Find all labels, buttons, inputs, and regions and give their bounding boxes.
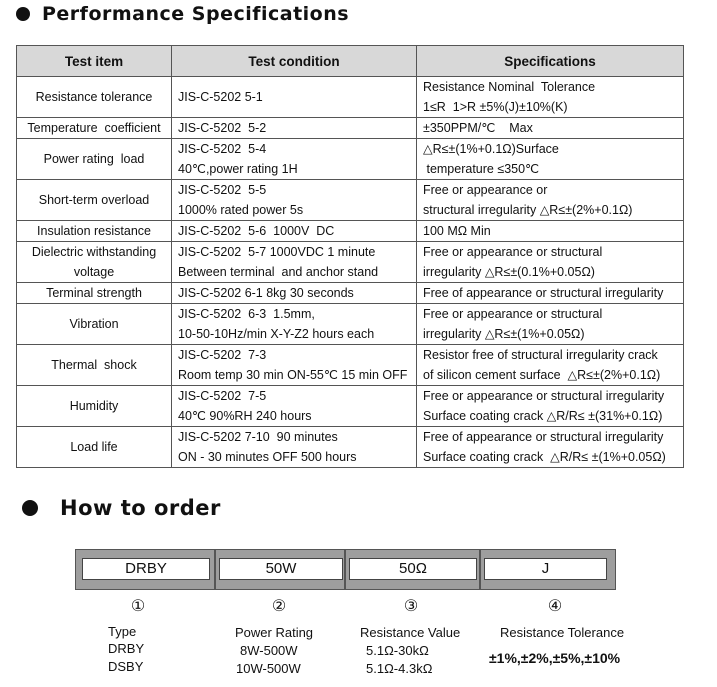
bullet-icon: [16, 7, 30, 21]
specification-cell-line: Free or appearance or structural: [423, 307, 603, 321]
test-item-cell: [17, 283, 172, 304]
test-item-cell-line: Vibration: [69, 317, 119, 331]
specification-cell-line: Resistance Nominal Tolerance: [423, 80, 596, 94]
table-row: [17, 345, 684, 386]
specification-cell: [417, 221, 684, 242]
test-condition-cell-line: JIS-C-5202 7-3: [178, 348, 267, 362]
specification-cell: [417, 180, 684, 221]
test-item-cell: [17, 139, 172, 180]
resistance-label: Resistance Value: [360, 625, 461, 640]
specification-cell: [417, 304, 684, 345]
performance-title: Performance Specifications: [42, 3, 350, 25]
test-item-cell: [17, 304, 172, 345]
header-test-condition: Test condition: [172, 46, 417, 77]
marker-3: ③: [403, 598, 419, 615]
test-item-cell: [17, 221, 172, 242]
table-row: [17, 304, 684, 345]
test-item-cell-line: voltage: [73, 265, 115, 279]
divider: [344, 550, 346, 589]
test-condition-cell-line: 40℃ 90%RH 240 hours: [178, 409, 312, 423]
test-item-cell-line: Thermal shock: [51, 358, 137, 372]
specification-cell: [417, 118, 684, 139]
specification-cell: [417, 345, 684, 386]
specification-cell: [417, 427, 684, 468]
power-value-2: 10W-500W: [236, 661, 301, 676]
divider: [479, 550, 481, 589]
specification-cell: [417, 386, 684, 427]
divider: [214, 550, 216, 589]
table-row: [17, 242, 684, 283]
test-item-cell: [17, 427, 172, 468]
specification-cell-line: Surface coating crack △R/R≤ ±(31%+0.1Ω): [423, 409, 663, 423]
order-title: How to order: [60, 496, 221, 520]
table-row: [17, 180, 684, 221]
specification-cell-line: Resistor free of structural irregularity crack: [423, 348, 658, 362]
specification-cell-line: of silicon cement surface △R≤±(2%+0.1Ω): [423, 368, 661, 382]
order-code-band: [75, 549, 616, 590]
header-specifications: Specifications: [417, 46, 684, 77]
test-item-cell-line: Insulation resistance: [37, 224, 151, 238]
table-row: [17, 427, 684, 468]
type-value-1: DRBY: [108, 641, 145, 656]
code-box-tolerance: J: [484, 558, 607, 580]
test-item-cell: [17, 242, 172, 283]
specification-cell-line: Free of appearance or structural irregularity: [423, 286, 664, 300]
test-condition-cell: [172, 283, 417, 304]
specification-cell-line: Surface coating crack △R/R≤ ±(1%+0.05Ω): [423, 450, 666, 464]
test-condition-cell-line: Between terminal and anchor stand: [178, 265, 379, 279]
specification-cell-line: Free of appearance or structural irregularity: [423, 430, 664, 444]
test-item-cell: [17, 386, 172, 427]
specification-cell-line: ±350PPM/℃ Max: [423, 121, 533, 135]
test-condition-cell-line: JIS-C-5202 6-1 8kg 30 seconds: [178, 286, 354, 300]
test-condition-cell-line: Room temp 30 min ON-55℃ 15 min OFF: [178, 368, 408, 382]
specification-cell-line: irregularity △R≤±(1%+0.05Ω): [423, 327, 585, 341]
test-condition-cell-line: JIS-C-5202 5-6 1000V DC: [178, 224, 335, 238]
specification-cell: [417, 242, 684, 283]
test-condition-cell-line: JIS-C-5202 5-4: [178, 142, 267, 156]
specification-cell-line: structural irregularity △R≤±(2%+0.1Ω): [423, 203, 633, 217]
test-item-cell: [17, 77, 172, 118]
test-item-cell: [17, 118, 172, 139]
specification-cell-line: irregularity △R≤±(0.1%+0.05Ω): [423, 265, 595, 279]
test-condition-cell-line: JIS-C-5202 5-7 1000VDC 1 minute: [178, 245, 376, 259]
tolerance-label: Resistance Tolerance: [500, 625, 625, 640]
test-condition-cell: [172, 221, 417, 242]
table-row: [17, 77, 684, 118]
test-condition-cell: [172, 304, 417, 345]
test-condition-cell: [172, 77, 417, 118]
test-item-cell-line: Humidity: [69, 399, 119, 413]
type-value-2: DSBY: [108, 659, 144, 674]
resistance-value-2: 5.1Ω-4.3kΩ: [366, 661, 433, 676]
specification-cell-line: 1≤R 1>R ±5%(J)±10%(K): [423, 100, 568, 114]
test-item-cell-line: Load life: [70, 440, 118, 454]
specification-cell-line: Free or appearance or structural: [423, 245, 603, 259]
test-item-cell-line: Power rating load: [43, 152, 145, 166]
table-row: [17, 386, 684, 427]
test-condition-cell: [172, 180, 417, 221]
test-condition-cell: [172, 118, 417, 139]
table-row: [17, 283, 684, 304]
test-item-cell-line: Dielectric withstanding: [31, 245, 157, 259]
code-box-type: DRBY: [82, 558, 210, 580]
test-condition-cell-line: 1000% rated power 5s: [178, 203, 304, 217]
order-section-title: [10, 496, 221, 520]
test-condition-cell-line: 10-50-10Hz/min X-Y-Z2 hours each: [178, 327, 375, 341]
test-condition-cell-line: ON - 30 minutes OFF 500 hours: [178, 450, 357, 464]
marker-1: ①: [130, 598, 146, 615]
test-condition-cell: [172, 386, 417, 427]
test-condition-cell-line: JIS-C-5202 5-1: [178, 90, 263, 104]
test-condition-cell-line: JIS-C-5202 7-10 90 minutes: [178, 430, 338, 444]
table-row: [17, 118, 684, 139]
test-condition-cell: [172, 242, 417, 283]
code-box-resistance: 50Ω: [349, 558, 477, 580]
test-condition-cell: [172, 345, 417, 386]
marker-4: ④: [547, 598, 563, 615]
table-row: [17, 139, 684, 180]
test-item-cell: [17, 180, 172, 221]
specification-cell-line: △R≤±(1%+0.1Ω)Surface: [423, 142, 559, 156]
test-condition-cell: [172, 139, 417, 180]
bullet-icon: [22, 500, 38, 516]
specification-cell-line: 100 MΩ Min: [423, 224, 491, 238]
specification-cell-line: Free or appearance or: [423, 183, 548, 197]
header-test-item: Test item: [17, 46, 172, 77]
power-label: Power Rating: [235, 625, 314, 640]
performance-table: [16, 45, 684, 468]
table-header-row: [17, 46, 684, 77]
performance-section-title: [10, 3, 349, 25]
type-label: Type: [108, 624, 137, 639]
test-condition-cell-line: JIS-C-5202 5-2: [178, 121, 267, 135]
table-row: [17, 221, 684, 242]
power-value-1: 8W-500W: [240, 643, 298, 658]
specification-cell: [417, 283, 684, 304]
test-item-cell-line: Short-term overload: [38, 193, 150, 207]
test-condition-cell: [172, 427, 417, 468]
test-item-cell-line: Terminal strength: [46, 286, 142, 300]
test-condition-cell-line: JIS-C-5202 6-3 1.5mm,: [178, 307, 315, 321]
test-item-cell-line: Temperature coefficient: [27, 121, 161, 135]
specification-cell: [417, 139, 684, 180]
test-condition-cell-line: JIS-C-5202 7-5: [178, 389, 267, 403]
tolerance-values: ±1%,±2%,±5%,±10%: [489, 650, 621, 666]
code-box-power: 50W: [219, 558, 343, 580]
marker-2: ②: [271, 598, 287, 615]
resistance-value-1: 5.1Ω-30kΩ: [366, 643, 429, 658]
test-item-cell-line: Resistance tolerance: [35, 90, 153, 104]
test-condition-cell-line: 40℃,power rating 1H: [178, 162, 298, 176]
test-condition-cell-line: JIS-C-5202 5-5: [178, 183, 267, 197]
specification-cell-line: temperature ≤350℃: [423, 162, 540, 176]
specification-cell-line: Free or appearance or structural irregularity: [423, 389, 665, 403]
test-item-cell: [17, 345, 172, 386]
specification-cell: [417, 77, 684, 118]
